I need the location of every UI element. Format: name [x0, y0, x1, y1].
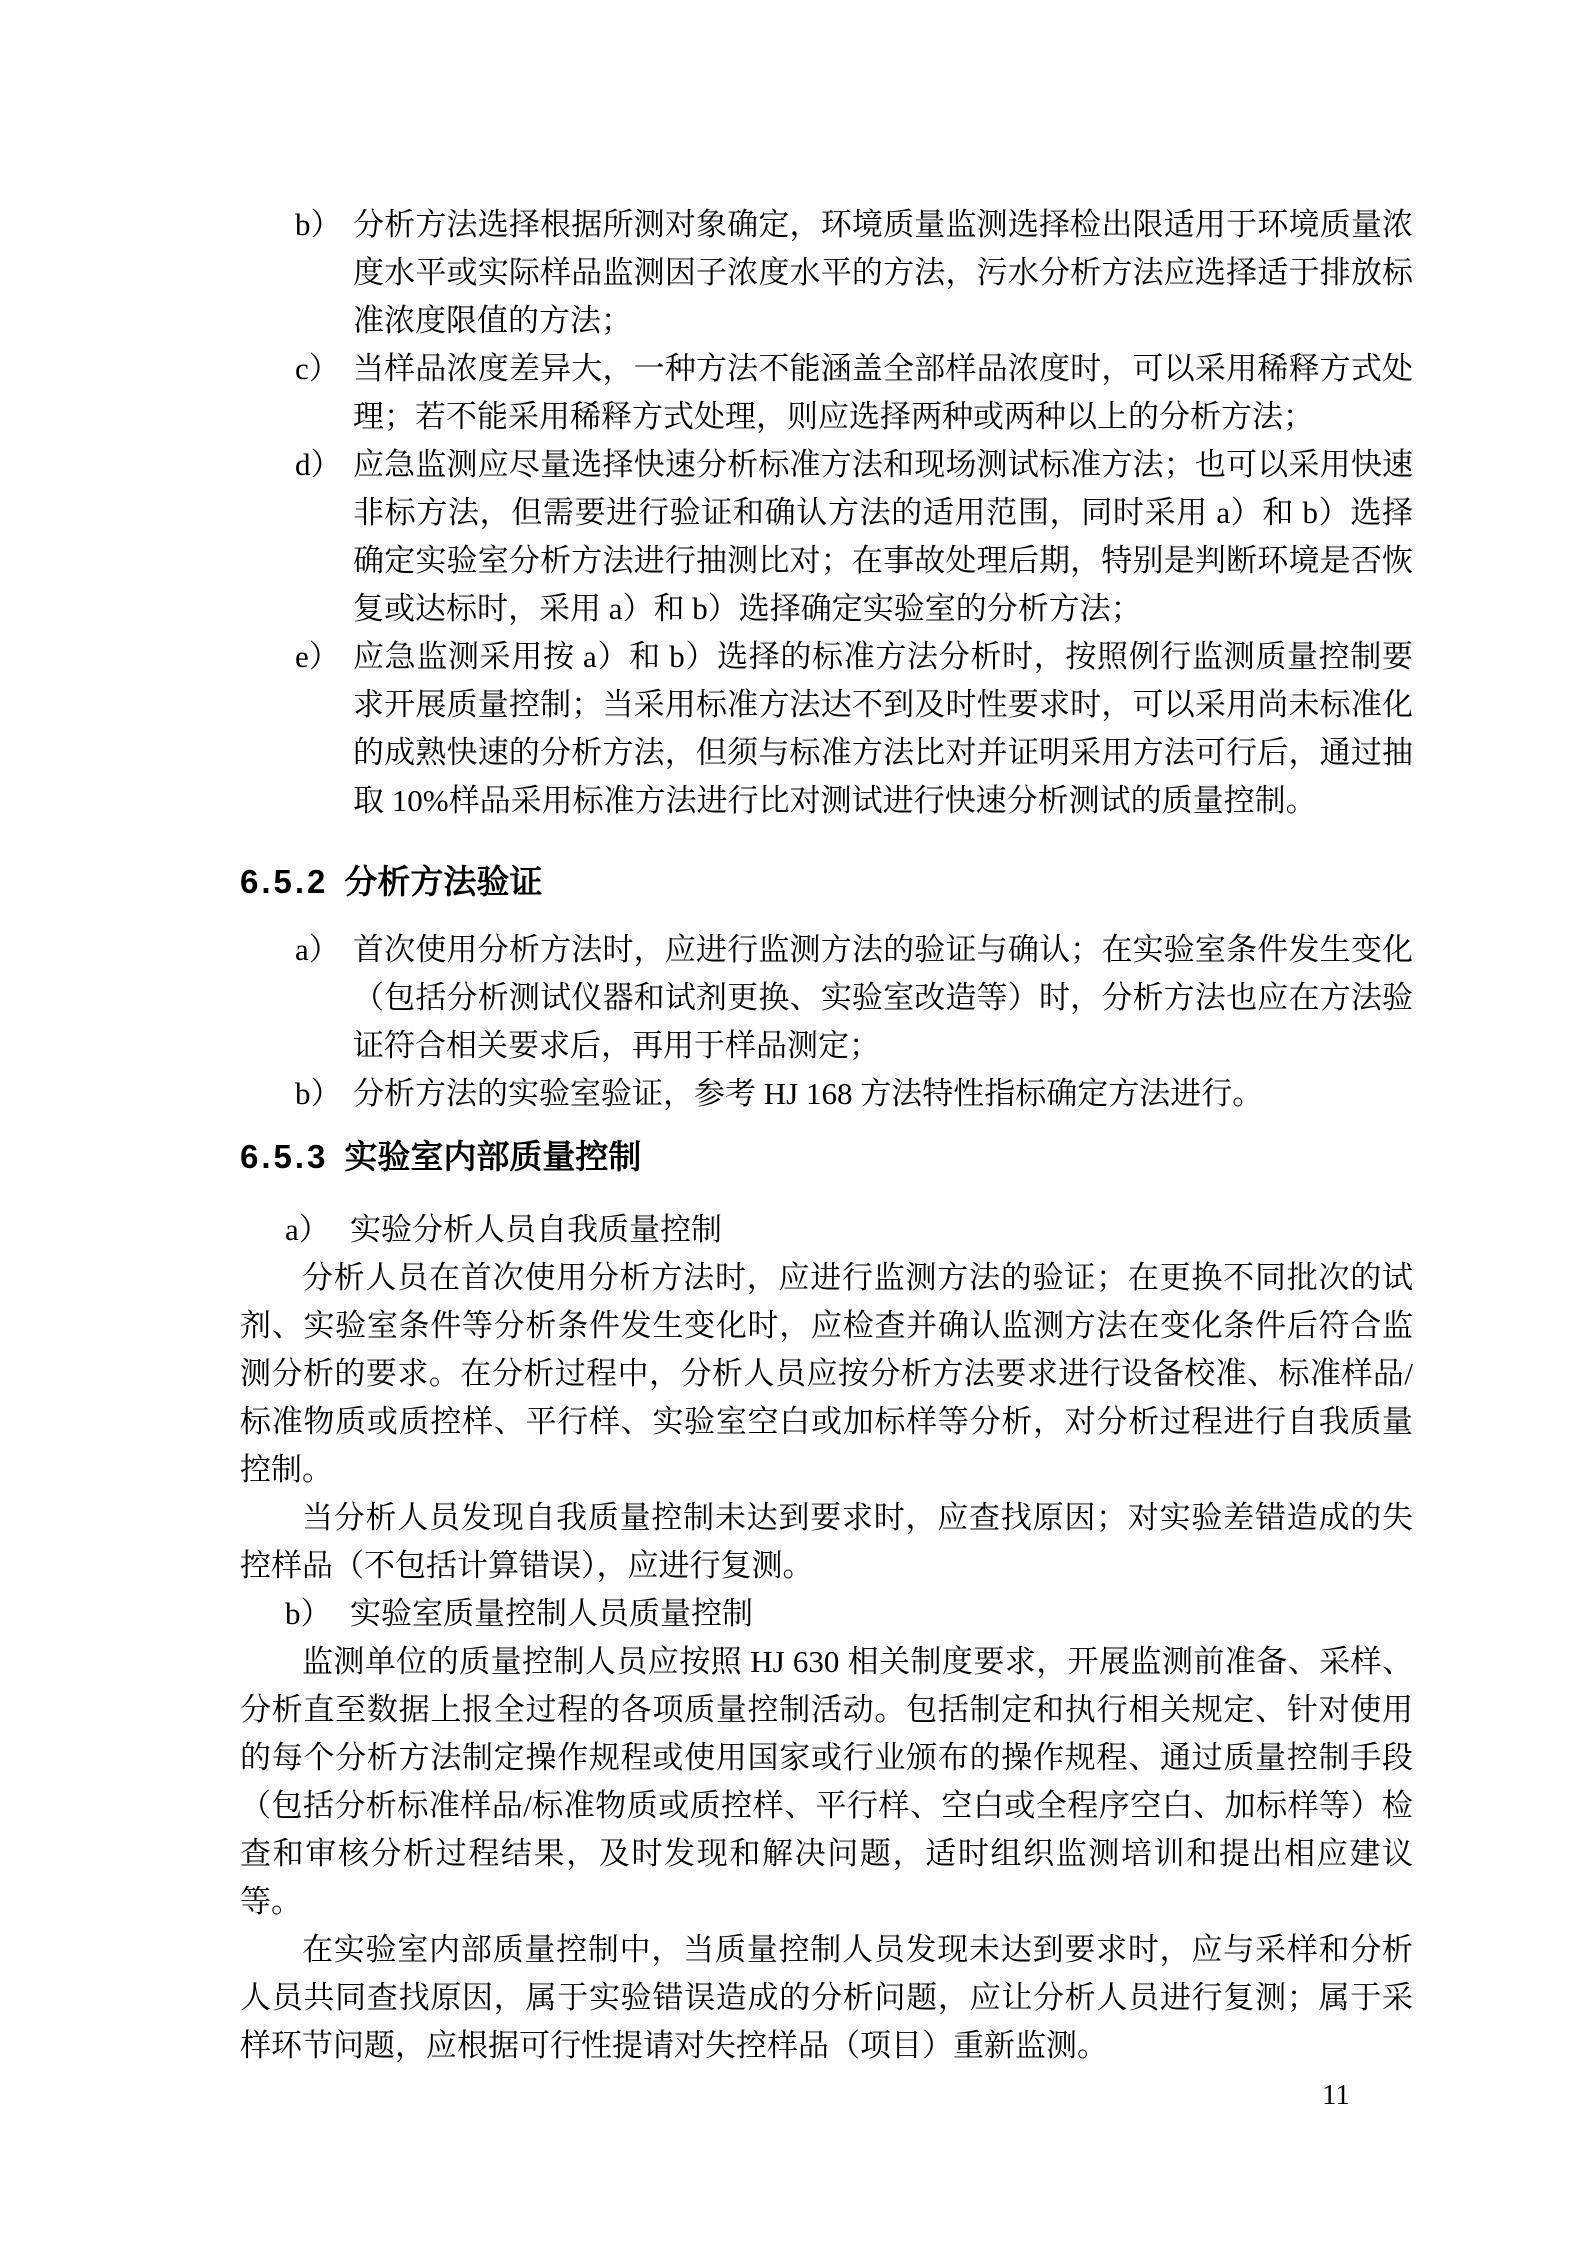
- list-item-text: 应急监测采用按 a）和 b）选择的标准方法分析时，按照例行监测质量控制要求开展质量控制；当采用标准方法达不到及时性要求时，可以采用尚未标准化的成熟快速的分析方法，但须与标准方法比对并证明采用方法可行后，通过抽取 10%样品采用标准方法进行比对测试进行快速分析测试的质量控制。: [353, 639, 1413, 818]
- list-item-marker: b）: [295, 1076, 342, 1111]
- list-item-text: 应急监测应尽量选择快速分析标准方法和现场测试标准方法；也可以采用快速非标方法，但需要进行验证和确认方法的适用范围，同时采用 a）和 b）选择确定实验室分析方法进行抽测比对；在事故处理后期，特别是判断环境是否恢复或达标时，采用 a）和 b）选择确定实验室的分析方法；: [353, 447, 1413, 626]
- list-item-b: [240, 1070, 1413, 1118]
- section-heading-6-5-2: [240, 858, 1413, 906]
- list-item-text: 分析方法选择根据所测对象确定，环境质量监测选择检出限适用于环境质量浓度水平或实际样品监测因子浓度水平的方法，污水分析方法应选择适于排放标准浓度限值的方法；: [353, 207, 1413, 338]
- list-item-text: 实验室质量控制人员质量控制: [350, 1596, 753, 1631]
- section-6-5-1-list: [240, 201, 1413, 825]
- subitem-a-caption: [240, 1206, 1413, 1254]
- list-item-b: [240, 201, 1413, 345]
- list-item-d: [240, 441, 1413, 633]
- paragraph-analyst-self-qc: 分析人员在首次使用分析方法时，应进行监测方法的验证；在更换不同批次的试剂、实验室条件等分析条件发生变化时，应检查并确认监测方法在变化条件后符合监测分析的要求。在分析过程中，分析人员应按分析方法要求进行设备校准、标准样品/标准物质或质控样、平行样、实验室空白或加标样等分析，对分析过程进行自我质量控制。: [240, 1260, 1413, 1487]
- list-item-marker: a）: [285, 1212, 330, 1247]
- section-title: 实验室内部质量控制: [344, 1138, 642, 1175]
- subitem-b-caption: [240, 1590, 1413, 1638]
- section-number: 6.5.2: [240, 863, 329, 900]
- list-item-e: [240, 633, 1413, 825]
- paragraph-qc-personnel-duties: 监测单位的质量控制人员应按照 HJ 630 相关制度要求，开展监测前准备、采样、分析直至数据上报全过程的各项质量控制活动。包括制定和执行相关规定、针对使用的每个分析方法制定操作规程或使用国家或行业颁布的操作规程、通过质量控制手段（包括分析标准样品/标准物质或质控样、平行样、空白或全程序空白、加标样等）检查和审核分析过程结果，及时发现和解决问题，适时组织监测培训和提出相应建议等。: [240, 1644, 1413, 1919]
- list-item-marker: e）: [295, 639, 340, 674]
- section-6-5-2-list: [240, 926, 1413, 1118]
- list-item-text: 实验分析人员自我质量控制: [350, 1212, 722, 1247]
- section-title: 分析方法验证: [344, 863, 543, 900]
- list-item-c: [240, 345, 1413, 441]
- paragraph-retest-rule: 当分析人员发现自我质量控制未达到要求时，应查找原因；对实验差错造成的失控样品（不包括计算错误），应进行复测。: [240, 1500, 1413, 1583]
- paragraph-internal-qc-handling: 在实验室内部质量控制中，当质量控制人员发现未达到要求时，应与采样和分析人员共同查找原因，属于实验错误造成的分析问题，应让分析人员进行复测；属于采样环节问题，应根据可行性提请对失控样品（项目）重新监测。: [240, 1932, 1413, 2063]
- section-number: 6.5.3: [240, 1138, 329, 1175]
- list-item-a: [240, 926, 1413, 1070]
- list-item-marker: b）: [285, 1596, 332, 1631]
- list-item-marker: a）: [295, 932, 340, 967]
- list-item-marker: b）: [295, 207, 342, 242]
- page-number: 11: [1322, 2079, 1350, 2111]
- list-item-text: 首次使用分析方法时，应进行监测方法的验证与确认；在实验室条件发生变化（包括分析测试仪器和试剂更换、实验室改造等）时，分析方法也应在方法验证符合相关要求后，再用于样品测定；: [353, 932, 1413, 1063]
- list-item-text: 当样品浓度差异大，一种方法不能涵盖全部样品浓度时，可以采用稀释方式处理；若不能采用稀释方式处理，则应选择两种或两种以上的分析方法；: [353, 351, 1413, 434]
- list-item-text: 分析方法的实验室验证，参考 HJ 168 方法特性指标确定方法进行。: [353, 1076, 1264, 1111]
- section-heading-6-5-3: [240, 1133, 1413, 1181]
- page-body: [240, 201, 1413, 2070]
- list-item-marker: c）: [295, 351, 340, 386]
- list-item-marker: d）: [295, 447, 342, 482]
